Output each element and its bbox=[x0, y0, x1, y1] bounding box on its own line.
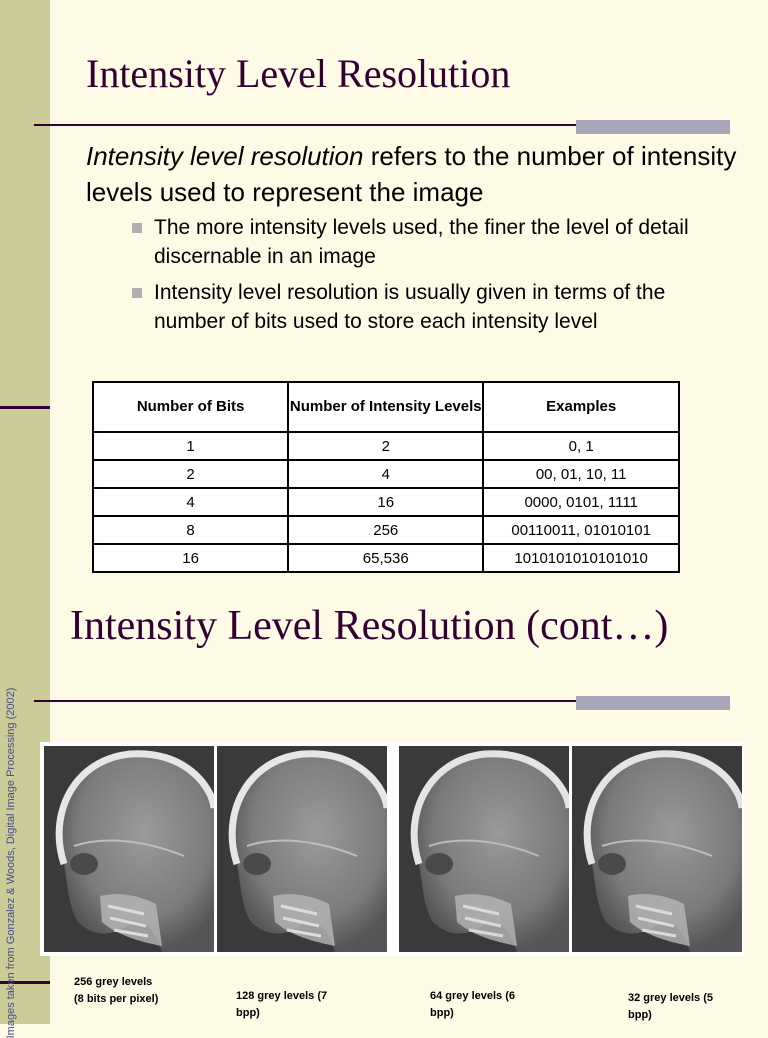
slide-2 bbox=[0, 576, 768, 1038]
slide-title: Intensity Level Resolution (cont…) bbox=[70, 603, 669, 649]
bullet-list bbox=[130, 213, 720, 343]
table-cell: 2 bbox=[93, 460, 288, 488]
table-cell: 1010101010101010 bbox=[483, 544, 679, 572]
table-header-row bbox=[93, 382, 679, 432]
bullet-item: The more intensity levels used, the finer the level of detail discernable in an image bbox=[130, 213, 720, 271]
intro-text: refers to the number of intensity levels used to represent the image bbox=[86, 141, 737, 207]
title-rule-accent bbox=[576, 696, 730, 710]
table-cell: 16 bbox=[93, 544, 288, 572]
table-row bbox=[93, 460, 679, 488]
table-header: Examples bbox=[483, 382, 679, 432]
table-cell: 4 bbox=[93, 488, 288, 516]
table-cell: 256 bbox=[288, 516, 483, 544]
image-caption: 32 grey levels (5 bpp) bbox=[628, 992, 714, 1021]
table-row bbox=[93, 432, 679, 460]
table-cell: 4 bbox=[288, 460, 483, 488]
table-cell: 1 bbox=[93, 432, 288, 460]
xray-image-256-levels bbox=[44, 746, 214, 952]
table-row bbox=[93, 544, 679, 572]
image-caption: 64 grey levels (6 bpp) bbox=[430, 990, 516, 1019]
sidebar-strip bbox=[0, 0, 50, 576]
table-header: Number of Bits bbox=[93, 382, 288, 432]
image-credit: Images taken from Gonzalez & Woods, Digital Image Processing (2002) bbox=[5, 687, 17, 1038]
slide-title: Intensity Level Resolution bbox=[86, 51, 511, 96]
table-cell: 0, 1 bbox=[483, 432, 679, 460]
table-row bbox=[93, 516, 679, 544]
table-cell: 8 bbox=[93, 516, 288, 544]
image-caption: 128 grey levels (7 bpp) bbox=[236, 990, 328, 1019]
intro-paragraph bbox=[86, 138, 746, 210]
intro-term: Intensity level resolution bbox=[86, 141, 364, 171]
table-row bbox=[93, 488, 679, 516]
table-cell: 0000, 0101, 1111 bbox=[483, 488, 679, 516]
table-header: Number of Intensity Levels bbox=[288, 382, 483, 432]
xray-image-32-levels bbox=[572, 746, 742, 952]
sidebar-divider bbox=[0, 406, 50, 409]
xray-image-64-levels bbox=[399, 746, 569, 952]
table-cell: 00, 01, 10, 11 bbox=[483, 460, 679, 488]
table-cell: 16 bbox=[288, 488, 483, 516]
table-cell: 65,536 bbox=[288, 544, 483, 572]
bits-table bbox=[92, 381, 680, 573]
bullet-item: Intensity level resolution is usually given in terms of the number of bits used to store each intensity level bbox=[130, 278, 720, 336]
table-cell: 00110011, 01010101 bbox=[483, 516, 679, 544]
table-cell: 2 bbox=[288, 432, 483, 460]
title-rule-accent bbox=[576, 120, 730, 134]
image-caption: 256 grey levels (8 bits per pixel) bbox=[74, 976, 159, 1005]
xray-image-128-levels bbox=[217, 746, 387, 952]
